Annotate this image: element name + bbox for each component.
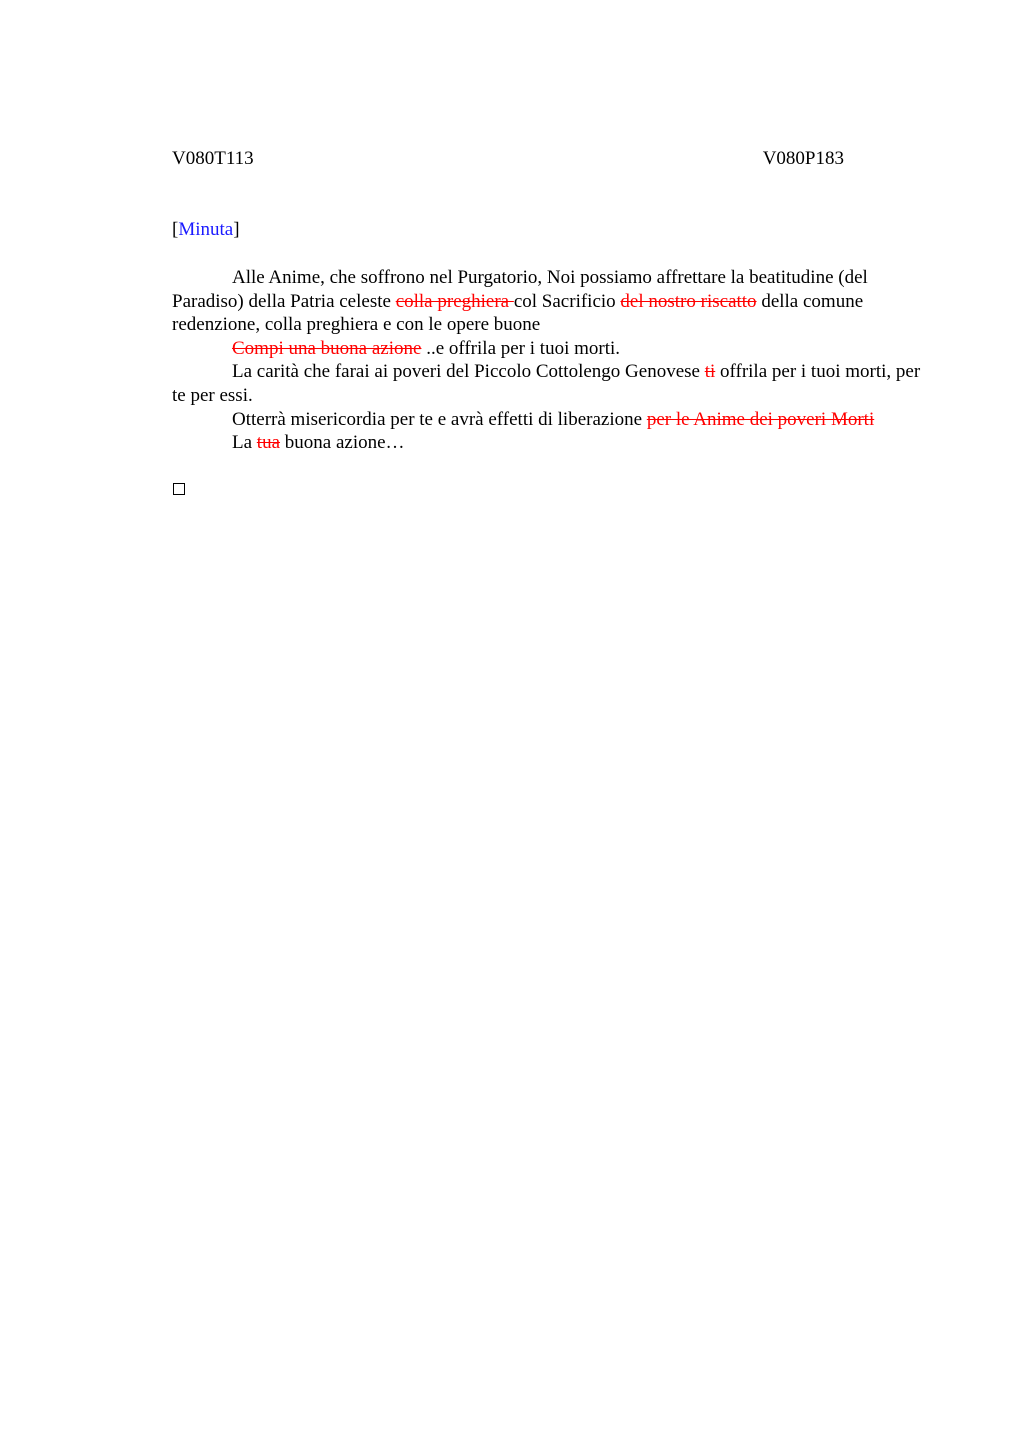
text-span: offrila per i tuoi morti, per te per essi. — [172, 361, 921, 406]
close-bracket: ] — [233, 219, 240, 240]
minuta-text: Minuta — [178, 219, 234, 240]
paragraph-2 — [172, 337, 928, 361]
document-body — [172, 266, 928, 455]
text-span: Otterrà misericordia per te e avrà effetti di liberazione — [232, 408, 647, 430]
paragraph-4 — [172, 408, 928, 432]
paragraph-5 — [172, 431, 928, 455]
text-span: ..e offrila per i tuoi morti. — [421, 337, 621, 359]
paragraph-1 — [172, 266, 928, 337]
deleted-text: tua — [256, 432, 281, 454]
deleted-text: colla preghiera — [395, 290, 514, 312]
text-span: La carità che farai ai poveri del Piccolo Cottolengo Genovese — [232, 361, 705, 383]
text-span: della comune redenzione, colla preghiera e con le opere buone — [172, 290, 864, 336]
page-header — [172, 147, 844, 171]
deleted-text: ti — [704, 361, 716, 383]
checkbox-square-icon — [173, 483, 185, 495]
text-span: La — [232, 432, 257, 454]
deleted-text: per le Anime dei poveri Morti — [646, 408, 875, 430]
document-code-left: V080T113 — [172, 148, 254, 169]
paragraph-3 — [172, 360, 928, 407]
text-span: buona azione… — [280, 432, 405, 454]
open-bracket: [ — [172, 219, 179, 240]
deleted-text: Compi una buona azione — [232, 337, 422, 359]
text-span: col Sacrificio — [513, 290, 621, 312]
minuta-label — [172, 218, 240, 242]
deleted-text: del nostro riscatto — [620, 290, 757, 312]
text-span: Alle Anime, che soffrono nel Purgatorio, Noi possiamo affrettare la beatitudine (del Paradiso) della Patria celeste — [172, 267, 868, 312]
document-code-right: V080P183 — [762, 148, 844, 169]
